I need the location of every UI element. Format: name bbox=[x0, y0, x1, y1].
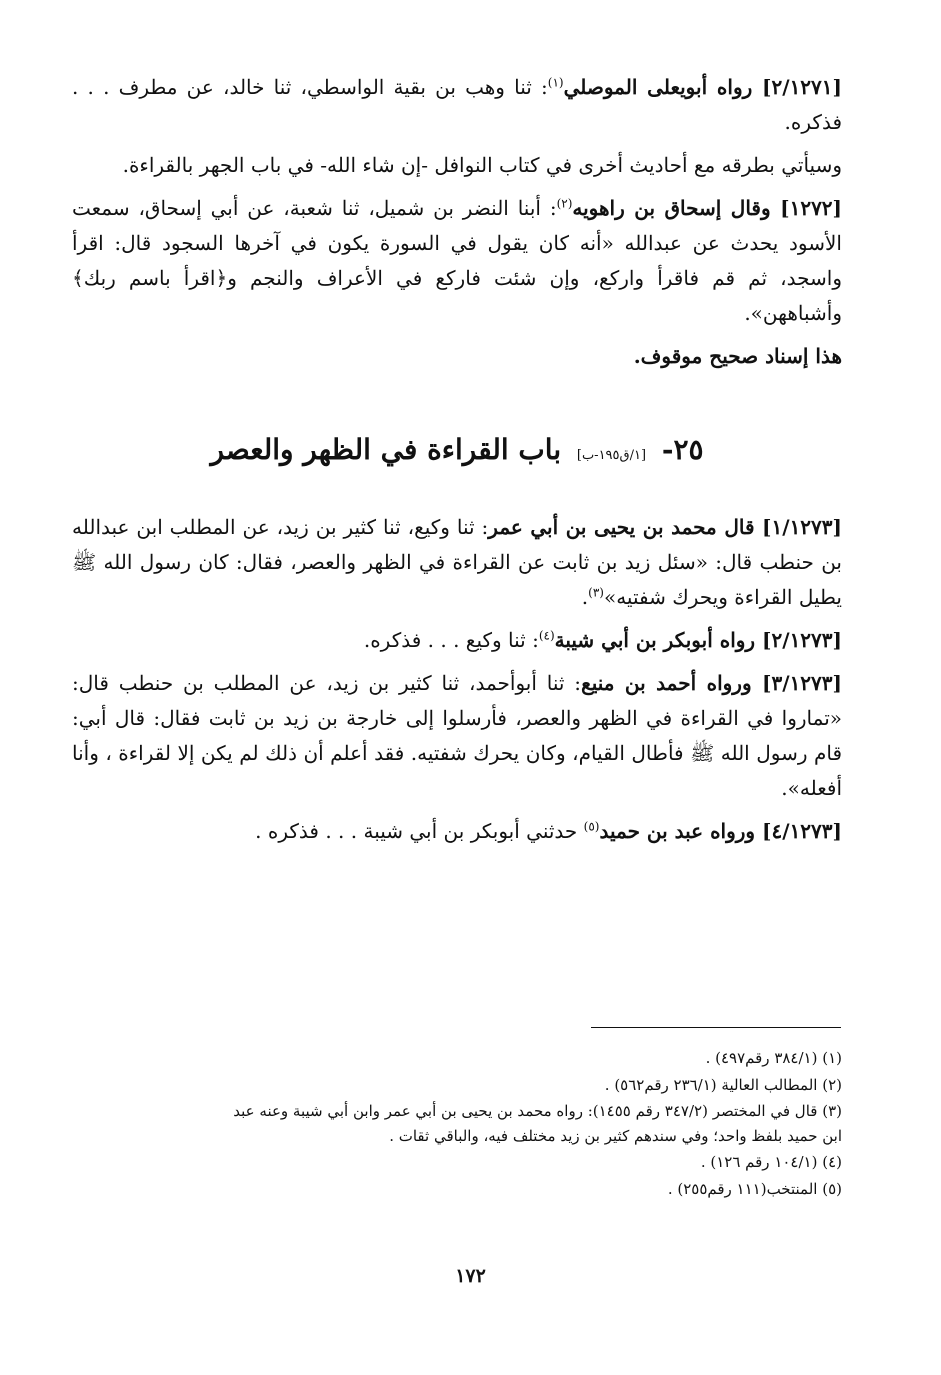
hadith-text: : ثنا وكيع، ثنا كثير بن زيد، عن المطلب ابن عبدالله بن حنطب قال: «سئل زيد بن ثابت عن القراءة في الظهر والعصر، فقال: كان رسول الله ﷺ يطيل القراءة ويحرك شفتيه» bbox=[72, 515, 842, 609]
footnote-marker[interactable]: (٥) bbox=[583, 819, 600, 834]
footnote-marker[interactable]: (٣) bbox=[588, 585, 604, 600]
footnote-3-continuation: ابن حميد بلفظ واحد؛ وفي سندهم كثير بن زيد مختلف فيه، والباقي ثقات . bbox=[389, 1127, 842, 1145]
hadith-ref: [٤/١٢٧٣] ورواه عبد بن حميد bbox=[599, 819, 842, 843]
paragraph-1272 bbox=[72, 191, 842, 331]
footnote-5: (٥) المنتخب(١١١ رقم٢٥٥) . bbox=[667, 1180, 842, 1198]
footnote-marker[interactable]: (٢) bbox=[556, 196, 573, 211]
paragraph-1271-2 bbox=[72, 70, 842, 140]
hadith-text: : ثنا وكيع . . . فذكره. bbox=[363, 628, 539, 652]
paragraph-note bbox=[72, 148, 842, 183]
main-text bbox=[72, 70, 842, 857]
paragraph-1273-4 bbox=[72, 814, 842, 849]
hadith-ref: [١/١٢٧٣] قال محمد بن يحيى بن أبي عمر bbox=[488, 515, 842, 539]
footnote-2: (٢) المطالب العالية (٢٣٦/١ رقم٥٦٢) . bbox=[604, 1076, 842, 1094]
grading-text: هذا إسناد صحيح موقوف. bbox=[633, 344, 842, 368]
manuscript-ref: [١/ق١٩٥-ب] bbox=[576, 448, 647, 463]
paragraph-grading bbox=[72, 339, 842, 374]
hadith-ref: [٢/١٢٧١] رواه أبويعلى الموصلي bbox=[563, 75, 842, 99]
hadith-text: : ثنا أبوأحمد، ثنا كثير بن زيد، عن المطلب بن حنطب قال: «تماروا في القراءة في الظهر والعصر، فأرسلوا إلى خارجة بن زيد بن ثابت فقال: قال أبي: قام رسول الله ﷺ فأطال القيام، وكان يحرك شفتيه. فقد أعلم أن ذلك لم يكن إلا لقراءة ، وأنا أفعله». bbox=[72, 671, 842, 800]
footnotes bbox=[72, 1045, 842, 1203]
footnote-separator bbox=[591, 1027, 841, 1028]
footnote-1: (١) (٣٨٤/١ رقم٤٩٧) . bbox=[705, 1049, 842, 1067]
footnote-4: (٤) (١٠٤/١ رقم ١٢٦) . bbox=[700, 1153, 842, 1171]
footnote-3: (٣) قال في المختصر (٣٤٧/٢ رقم ١٤٥٥): رواه محمد بن يحيى بن أبي عمر وابن أبي شيبة وعنه عبد bbox=[233, 1102, 842, 1120]
page-number: ١٧٢ bbox=[455, 1265, 486, 1287]
footnote-marker[interactable]: (١) bbox=[547, 75, 564, 90]
footnote-marker[interactable]: (٤) bbox=[538, 628, 555, 643]
hadith-ref: [٣/١٢٧٣] ورواه أحمد بن منيع bbox=[581, 671, 842, 695]
chapter-heading bbox=[72, 430, 842, 476]
hadith-text: : ثنا وهب بن بقية الواسطي، ثنا خالد، عن مطرف . . . فذكره. bbox=[72, 75, 842, 134]
chapter-number: ٢٥- bbox=[661, 433, 704, 466]
paragraph-1273-1 bbox=[72, 510, 842, 615]
hadith-ref: [٢/١٢٧٣] رواه أبوبكر بن أبي شيبة bbox=[554, 628, 842, 652]
hadith-text: حدثني أبوبكر بن أبي شيبة . . . فذكره . bbox=[255, 819, 584, 843]
chapter-title: باب القراءة في الظهر والعصر bbox=[210, 433, 562, 466]
paragraph-1273-2 bbox=[72, 623, 842, 658]
hadith-text: : أبنا النضر بن شميل، ثنا شعبة، عن أبي إسحاق، سمعت الأسود يحدث عن عبدالله «أنه كان يقول في السورة يكون في آخرها السجود قال: اقرأ واسجد، ثم قم فاقرأ واركع، وإن شئت فاركع في الأعراف والنجم و﴿اقرأ باسم ربك﴾ وأشباههن». bbox=[72, 196, 842, 325]
paragraph-1273-3 bbox=[72, 666, 842, 806]
hadith-end: . bbox=[581, 585, 589, 609]
note-text: وسيأتي بطرقه مع أحاديث أخرى في كتاب النوافل -إن شاء الله- في باب الجهر بالقراءة. bbox=[122, 153, 842, 177]
hadith-ref: [١٢٧٢] وقال إسحاق بن راهويه bbox=[572, 196, 843, 220]
